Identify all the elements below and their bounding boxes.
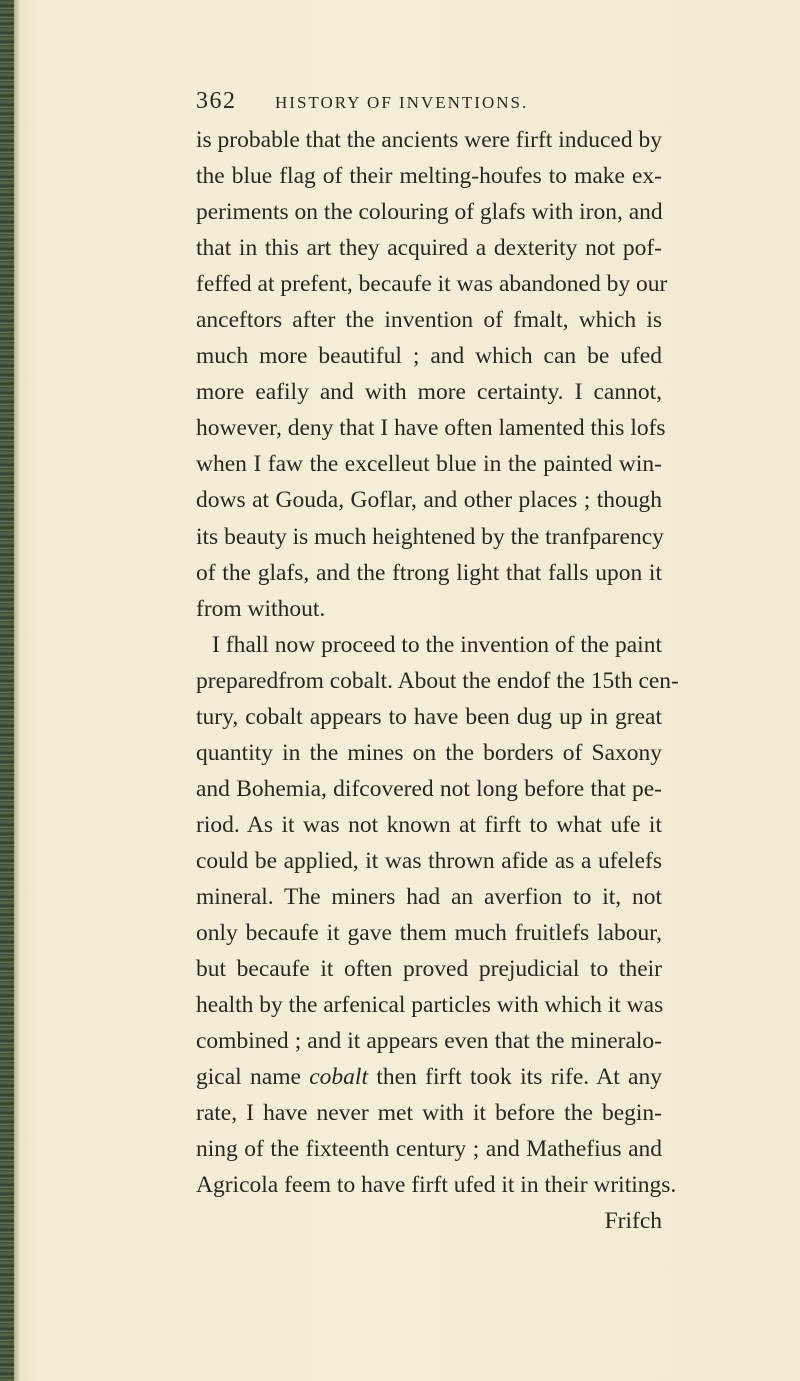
- text-line: health by the arfenical particles with which it was: [196, 992, 664, 1019]
- text-fragment: then firft took its rife. At any: [376, 1064, 662, 1091]
- text-line: rate, I have never met with it before the begin-: [196, 1100, 662, 1127]
- text-line: dows at Gouda, Goflar, and other places ; though: [196, 487, 662, 514]
- text-line: from without.: [196, 595, 326, 622]
- page-number: 362: [196, 88, 237, 114]
- text-line: when I faw the excelleut blue in the painted win-: [196, 451, 662, 478]
- text-line: tury, cobalt appears to have been dug up in great: [196, 703, 662, 730]
- text-line: however, deny that I have often lamented this lofs: [196, 415, 666, 442]
- text-line: periments on the colouring of glafs with iron, and: [196, 199, 663, 226]
- text-line: much more beautiful ; and which can be ufed: [196, 343, 662, 370]
- text-line: quantity in the mines on the borders of Saxony: [196, 739, 662, 766]
- catchword: Frifch: [604, 1208, 662, 1235]
- running-head: [196, 88, 666, 118]
- binding-gutter: [0, 0, 14, 1381]
- text-line: but becaufe it often proved prejudicial to their: [196, 956, 662, 983]
- italic-term: cobalt: [309, 1064, 368, 1091]
- text-line: more eafily and with more certainty. I cannot,: [196, 379, 662, 406]
- text-line: combined ; and it appears even that the mineralo-: [196, 1028, 662, 1055]
- text-line: of the glafs, and the ftrong light that falls upon it: [196, 559, 662, 586]
- text-line: anceftors after the invention of fmalt, which is: [196, 307, 662, 334]
- text-line: and Bohemia, difcovered not long before that pe-: [196, 775, 662, 802]
- text-line: mineral. The miners had an averfion to it, not: [196, 883, 662, 910]
- text-line: Agricola feem to have firft ufed it in their writings.: [196, 1172, 677, 1199]
- text-line: is probable that the ancients were firft induced by: [196, 127, 662, 153]
- text-line: feffed at prefent, becaufe it was abandoned by our: [196, 271, 668, 298]
- text-line-mixed: [196, 1059, 662, 1095]
- text-line: that in this art they acquired a dexterity not pof-: [196, 235, 662, 262]
- text-line: the blue flag of their melting-houfes to make ex-: [196, 163, 662, 190]
- running-title: HISTORY OF INVENTIONS.: [275, 93, 529, 112]
- text-line: could be applied, it was thrown afide as a ufelefs: [196, 847, 662, 874]
- text-line: riod. As it was not known at firft to what ufe it: [196, 811, 662, 838]
- text-line: only becaufe it gave them much fruitlefs labour,: [196, 920, 662, 947]
- text-line: its beauty is much heightened by the tranfparency: [196, 523, 664, 550]
- body-text: [196, 122, 679, 1239]
- text-fragment: gical name: [196, 1064, 301, 1091]
- text-line: ning of the fixteenth century ; and Mathefius and: [196, 1136, 662, 1163]
- text-line: I fhall now proceed to the invention of the paint: [212, 631, 662, 658]
- text-line: preparedfrom cobalt. About the endof the 15th cen-: [196, 667, 679, 694]
- gutter-edge: [14, 0, 20, 1381]
